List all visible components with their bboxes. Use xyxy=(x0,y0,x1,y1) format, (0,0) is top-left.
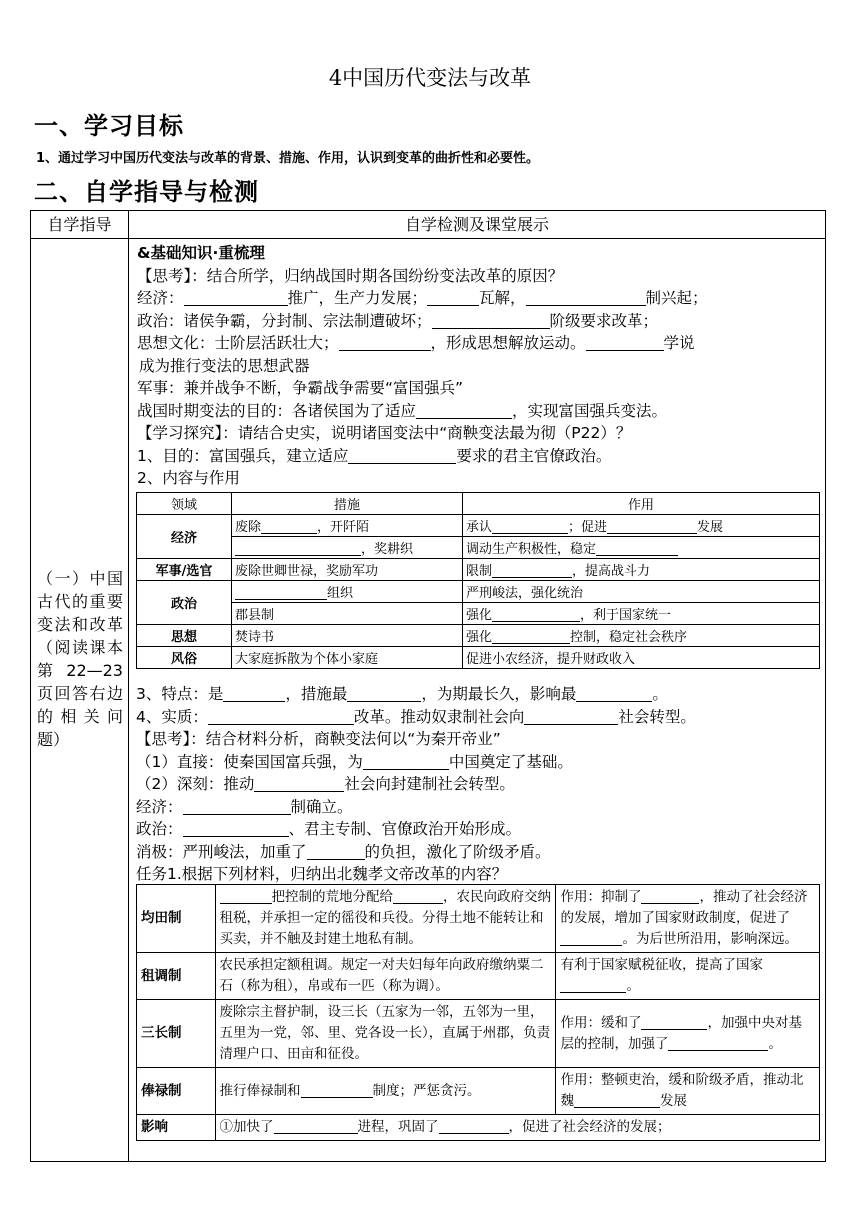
table-cell: 推行俸禄制和 制度；严惩贪污。 xyxy=(215,1068,556,1115)
table-cell: 承认 ；促进 发展 xyxy=(463,515,820,537)
table-cell: ①加快了 进程，巩固了 ，促进了社会经济的发展； xyxy=(215,1115,819,1141)
table-cell: 有利于国家赋税征收，提高了国家。 xyxy=(556,953,820,1000)
table-cell: 农民承担定额租调。规定一对夫妇每年向政府缴纳粟二石（称为租），帛或布一匹（称为调）。 xyxy=(215,953,556,1000)
deep-line: （2）深刻：推动 社会向封建制社会转型。 xyxy=(136,775,515,793)
page-title: 4中国历代变法与改革 xyxy=(328,66,532,90)
header-check: 自学检测及课堂展示 xyxy=(129,211,825,239)
table-cell: 强化 ，利于国家统一 xyxy=(463,603,820,625)
table-row xyxy=(137,559,820,581)
reason-culture: 思想文化：士阶层活跃壮大； ，形成思想解放运动。 学说 xyxy=(137,334,695,352)
table-row xyxy=(137,953,820,1000)
table-cell: 组织 xyxy=(232,581,463,603)
guide-column xyxy=(31,239,129,1161)
table-row xyxy=(137,515,820,537)
reason-military: 军事：兼并战争不断，争霸战争需要“富国强兵” xyxy=(137,379,464,397)
row-label: 军事/选官 xyxy=(137,559,232,581)
table-cell: 郡县制 xyxy=(232,603,463,625)
table-cell: 废除世卿世禄，奖励军功 xyxy=(232,559,463,581)
reason-economy: 经济： 推广，生产力发展； 瓦解， 制兴起； xyxy=(137,289,708,307)
content-line: 2、内容与作用 xyxy=(137,469,240,487)
row-label: 风俗 xyxy=(137,647,232,669)
table-cell: 焚诗书 xyxy=(232,625,463,647)
table-cell: 作用：整顿吏治，缓和阶级矛盾，推动北魏 发展 xyxy=(556,1068,820,1115)
table-cell: 强化 控制，稳定社会秩序 xyxy=(463,625,820,647)
goal-line: 1、目的：富国强兵，建立适应 要求的君主官僚政治。 xyxy=(137,446,612,465)
features-line: 3、特点：是 ，措施最 ，为期最长久，影响最 。 xyxy=(136,685,668,703)
politics-line: 政治： 、君主专制、官僚政治开始形成。 xyxy=(136,820,522,838)
header-guide: 自学指导 xyxy=(31,211,129,239)
table-row xyxy=(137,537,820,559)
row-label: 三长制 xyxy=(137,1000,216,1068)
shangyang-table xyxy=(136,492,820,669)
inquiry-line: 【学习探究】：请结合史实，说明诸国变法中“商鞅变法最为彻（P22）？ xyxy=(137,424,632,442)
negative-line: 消极：严刑峻法，加重了 的负担，激化了阶级矛盾。 xyxy=(136,842,551,861)
check-column xyxy=(137,239,821,490)
table-row xyxy=(137,1115,820,1141)
table-cell: 调动生产积极性，稳定 xyxy=(463,537,820,559)
question-line: 【思考】：结合所学，归纳战国时期各国纷纷变法改革的原因？ xyxy=(137,266,564,285)
table-cell: 作用：抑制了 ，推动了社会经济的发展，增加了国家财政制度，促进了。为后世所沿用，影响深远。 xyxy=(556,885,820,953)
col-header: 领域 xyxy=(137,493,232,515)
analysis-block xyxy=(136,683,696,886)
task-line: 任务1.根据下列材料，归纳出北魏孝文帝改革的内容？ xyxy=(136,865,508,883)
table-row xyxy=(137,581,820,603)
table-cell: 限制 ，提高战斗力 xyxy=(463,559,820,581)
table-cell: 作用：缓和了 ，加强中央对基层的控制，加强了 。 xyxy=(556,1000,820,1068)
section-heading-selfstudy: 二、自学指导与检测 xyxy=(34,178,259,206)
reason-culture-cont: 成为推行变法的思想武器 xyxy=(139,356,310,375)
table-cell: 废除宗主督护制，设三长（五家为一邻，五邻为一里，五里为一党，邻、里、党各设一长），直属于州郡，负责清理户口、田亩和征役。 xyxy=(215,1000,556,1068)
direct-line: （1）直接：使秦国国富兵强，为 中国奠定了基础。 xyxy=(136,752,573,771)
table-cell: 大家庭拆散为个体小家庭 xyxy=(232,647,463,669)
reform-purpose: 战国时期变法的目的：各诸侯国为了适应 ，实现富国强兵变法。 xyxy=(137,401,668,420)
row-label: 政治 xyxy=(137,581,232,625)
row-label: 影响 xyxy=(137,1115,216,1141)
learning-goal: 1、通过学习中国历代变法与改革的背景、措施、作用，认识到变革的曲折性和必要性。 xyxy=(36,151,540,166)
guide-text: （一）中国古代的重要变法和改革（阅读课本第22—23页回答右边的相关问题） xyxy=(37,569,123,749)
table-cell: ，奖耕织 xyxy=(232,537,463,559)
table-row xyxy=(137,647,820,669)
table-row xyxy=(137,603,820,625)
table-row xyxy=(137,1000,820,1068)
table-cell: 促进小农经济，提升财政收入 xyxy=(463,647,820,669)
knowledge-heading: &基础知识·重梳理 xyxy=(137,244,265,262)
table-row xyxy=(137,885,820,953)
table-row xyxy=(137,1068,820,1115)
row-label: 经济 xyxy=(137,515,232,559)
table-cell: 废除 ，开阡陌 xyxy=(232,515,463,537)
col-header: 作用 xyxy=(463,493,820,515)
economy-line: 经济： 制确立。 xyxy=(136,797,353,816)
row-label: 俸禄制 xyxy=(137,1068,216,1115)
row-label: 思想 xyxy=(137,625,232,647)
table-cell: 严刑峻法，强化统治 xyxy=(463,581,820,603)
row-label: 均田制 xyxy=(137,885,216,953)
col-header: 措施 xyxy=(232,493,463,515)
table-cell: 把控制的荒地分配给 ，农民向政府交纳租税，并承担一定的徭役和兵役。分得土地不能转让和买卖，并不触及封建土地私有制。 xyxy=(215,885,556,953)
row-label: 租调制 xyxy=(137,953,216,1000)
essence-line: 4、实质： 改革。推动奴隶制社会向 社会转型。 xyxy=(136,707,696,726)
table-row xyxy=(137,625,820,647)
reason-politics: 政治：诸侯争霸，分封制、宗法制遭破坏； 阶级要求改革； xyxy=(137,311,659,330)
think-line: 【思考】：结合材料分析，商鞅变法何以“为秦开帝业” xyxy=(136,730,501,748)
xiaowen-table xyxy=(136,884,820,1141)
table-row xyxy=(137,493,820,515)
section-heading-goals: 一、学习目标 xyxy=(34,112,184,140)
